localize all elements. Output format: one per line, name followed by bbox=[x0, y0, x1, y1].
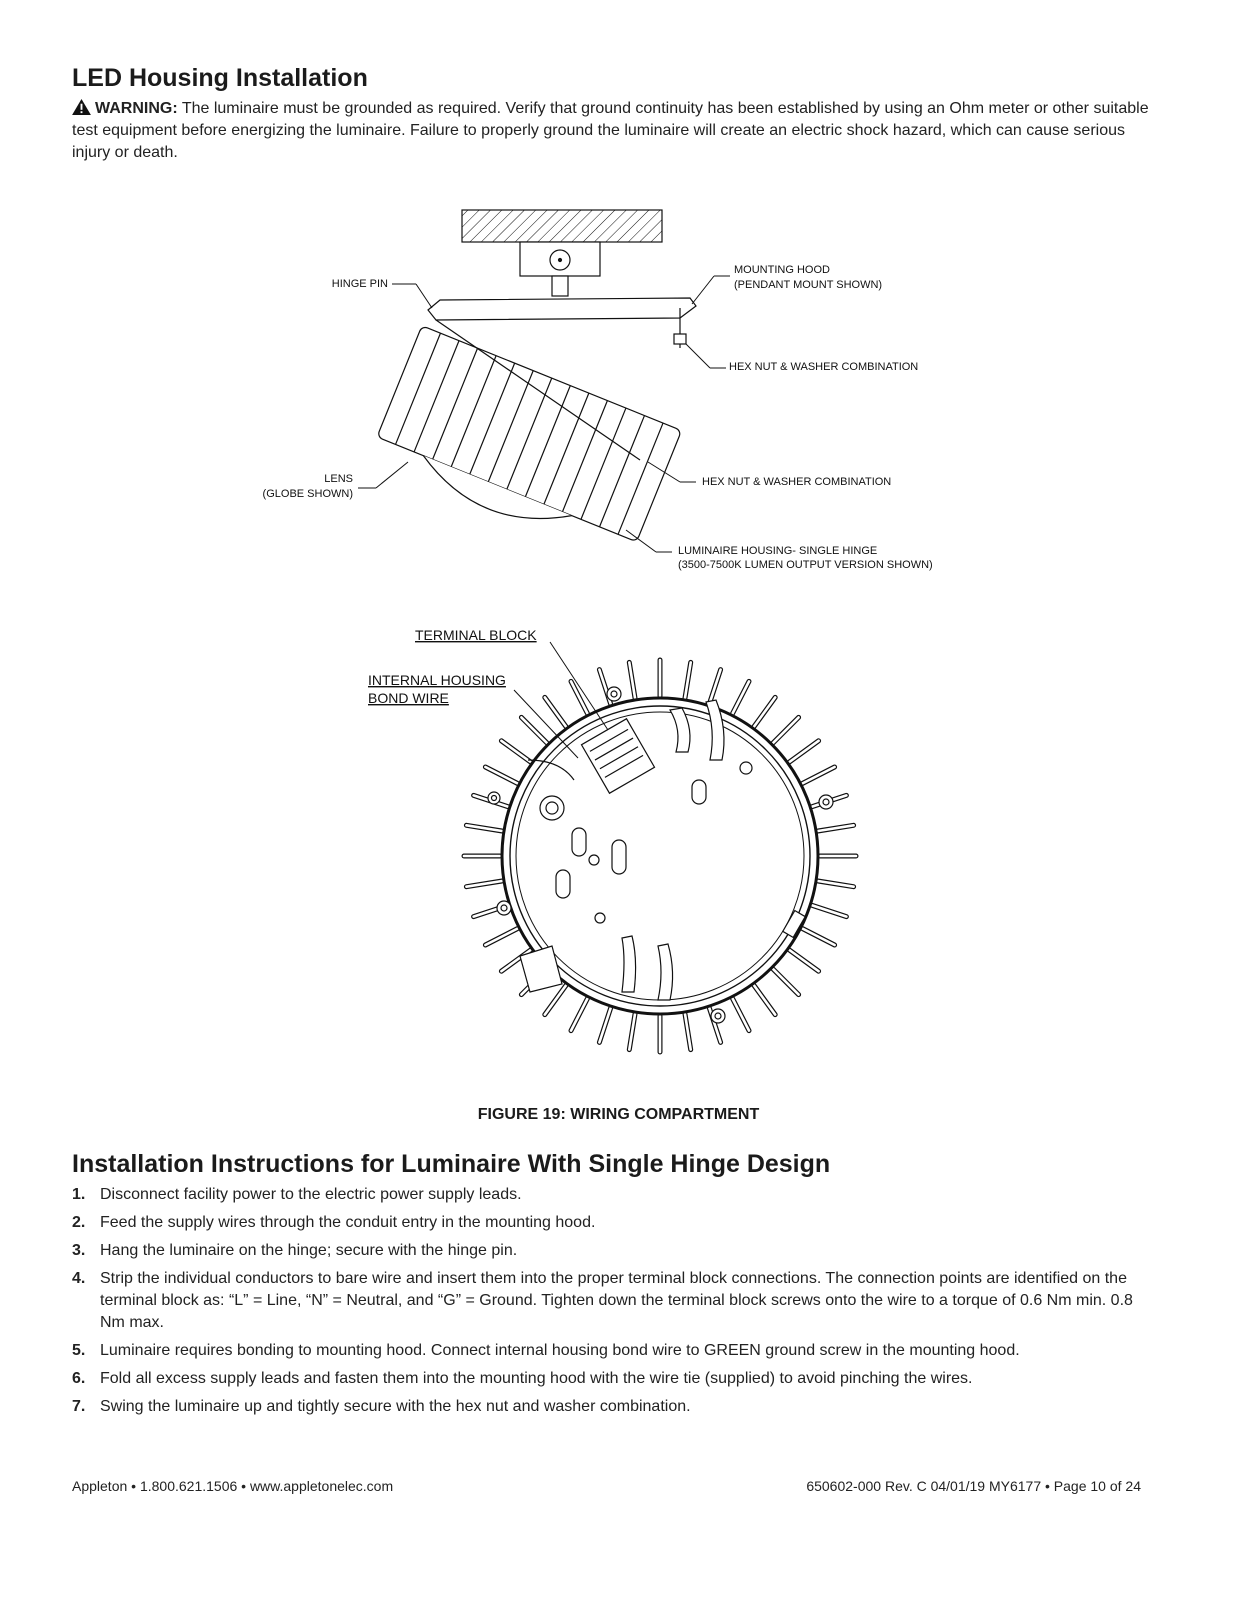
luminaire-hinge-diagram bbox=[240, 200, 980, 600]
heat-sink-fin-fill bbox=[733, 999, 749, 1031]
mounting-hood bbox=[428, 298, 696, 348]
heat-sink-fin-fill bbox=[803, 929, 835, 945]
list-item: 4. Strip the individual conductors to bare wire and insert them into the proper terminal block connections. The connection points are identified on the terminal block as: “L” = Line, “N” = Neutral, and “G” = Ground. Tighten down the terminal block screws onto the wire to a torque of 0.6 Nm min. 0.8 Nm max. bbox=[72, 1270, 1133, 1331]
callout-terminal-block: TERMINAL BLOCK bbox=[415, 627, 537, 643]
figure-caption: FIGURE 19: WIRING COMPARTMENT bbox=[477, 1106, 760, 1123]
heat-sink-fin-fill bbox=[501, 741, 530, 762]
installation-steps bbox=[72, 1184, 1152, 1424]
list-item: 5. Luminaire requires bonding to mounting hood. Connect internal housing bond wire to GREEN ground screw in the mounting hood. bbox=[72, 1342, 1020, 1359]
footer-contact: Appleton • 1.800.621.1506 • www.appletonelec.com bbox=[72, 1478, 394, 1494]
heat-sink-fin-fill bbox=[789, 741, 818, 762]
callout-housing: LUMINAIRE HOUSING- SINGLE HINGE bbox=[678, 545, 878, 557]
callout-lens: LENS bbox=[324, 473, 353, 485]
warning-text: The luminaire must be grounded as required. Verify that ground continuity has been established by using an Ohm meter or other suitable test equipment before energizing the luminaire. Failure to properly ground the luminaire will create an electric shock hazard, which can cause serious injury or death. bbox=[72, 100, 1149, 161]
heat-sink-fin-fill bbox=[709, 670, 720, 704]
ceiling-hatch bbox=[462, 210, 662, 242]
heat-sink-fin-fill bbox=[545, 697, 566, 726]
heat-sink-fin-fill bbox=[789, 950, 818, 971]
callout-hex-nut-upper: HEX NUT & WASHER COMBINATION bbox=[729, 361, 919, 373]
heat-sink-fin-fill bbox=[599, 1008, 610, 1042]
wiring-compartment-diagram bbox=[360, 620, 880, 1060]
list-item: 6. Fold all excess supply leads and fasten them into the mounting hood with the wire tie (supplied) to avoid pinching the wires. bbox=[72, 1370, 973, 1387]
heat-sink-fin-fill bbox=[803, 767, 835, 783]
heat-sink-fin-fill bbox=[773, 717, 799, 743]
heat-sink-fin-fill bbox=[812, 905, 846, 916]
heat-sink-fin-fill bbox=[773, 969, 799, 995]
callout-housing-note: (3500-7500K LUMEN OUTPUT VERSION SHOWN) bbox=[678, 559, 933, 571]
footer-page-info: 650602-000 Rev. C 04/01/19 MY6177 • Page 10 of 24 bbox=[806, 1478, 1141, 1494]
warning-label: WARNING: bbox=[95, 100, 178, 117]
heat-sink-fin-fill bbox=[545, 985, 566, 1014]
pendant-mount bbox=[520, 242, 600, 296]
callout-mounting-hood: MOUNTING HOOD bbox=[734, 264, 830, 276]
list-item: 3. Hang the luminaire on the hinge; secure with the hinge pin. bbox=[72, 1242, 518, 1259]
callout-bond-wire-line2: BOND WIRE bbox=[368, 690, 449, 706]
callout-hex-nut-lower: HEX NUT & WASHER COMBINATION bbox=[702, 476, 892, 488]
callout-bond-wire: INTERNAL HOUSING bbox=[368, 672, 506, 688]
warning-icon bbox=[72, 99, 91, 115]
page-heading: LED Housing Installation bbox=[72, 64, 368, 92]
heat-sink-fin-fill bbox=[733, 681, 749, 713]
heat-sink-fin-fill bbox=[485, 929, 517, 945]
warning-paragraph bbox=[72, 98, 1162, 164]
list-item: 2. Feed the supply wires through the conduit entry in the mounting hood. bbox=[72, 1214, 596, 1231]
callout-lens-note: (GLOBE SHOWN) bbox=[262, 488, 353, 500]
luminaire-housing bbox=[368, 320, 682, 565]
list-item: 1. Disconnect facility power to the electric power supply leads. bbox=[72, 1186, 522, 1203]
heat-sink-fin-fill bbox=[485, 767, 517, 783]
section-title: Installation Instructions for Luminaire With Single Hinge Design bbox=[72, 1150, 831, 1178]
heat-sink-fin-fill bbox=[754, 697, 775, 726]
list-item: 7. Swing the luminaire up and tightly secure with the hex nut and washer combination. bbox=[72, 1398, 691, 1415]
callout-hinge-pin: HINGE PIN bbox=[331, 278, 388, 290]
callout-mounting-hood-note: (PENDANT MOUNT SHOWN) bbox=[734, 279, 883, 291]
heat-sink-fin-fill bbox=[571, 999, 587, 1031]
heat-sink-fin-fill bbox=[754, 985, 775, 1014]
